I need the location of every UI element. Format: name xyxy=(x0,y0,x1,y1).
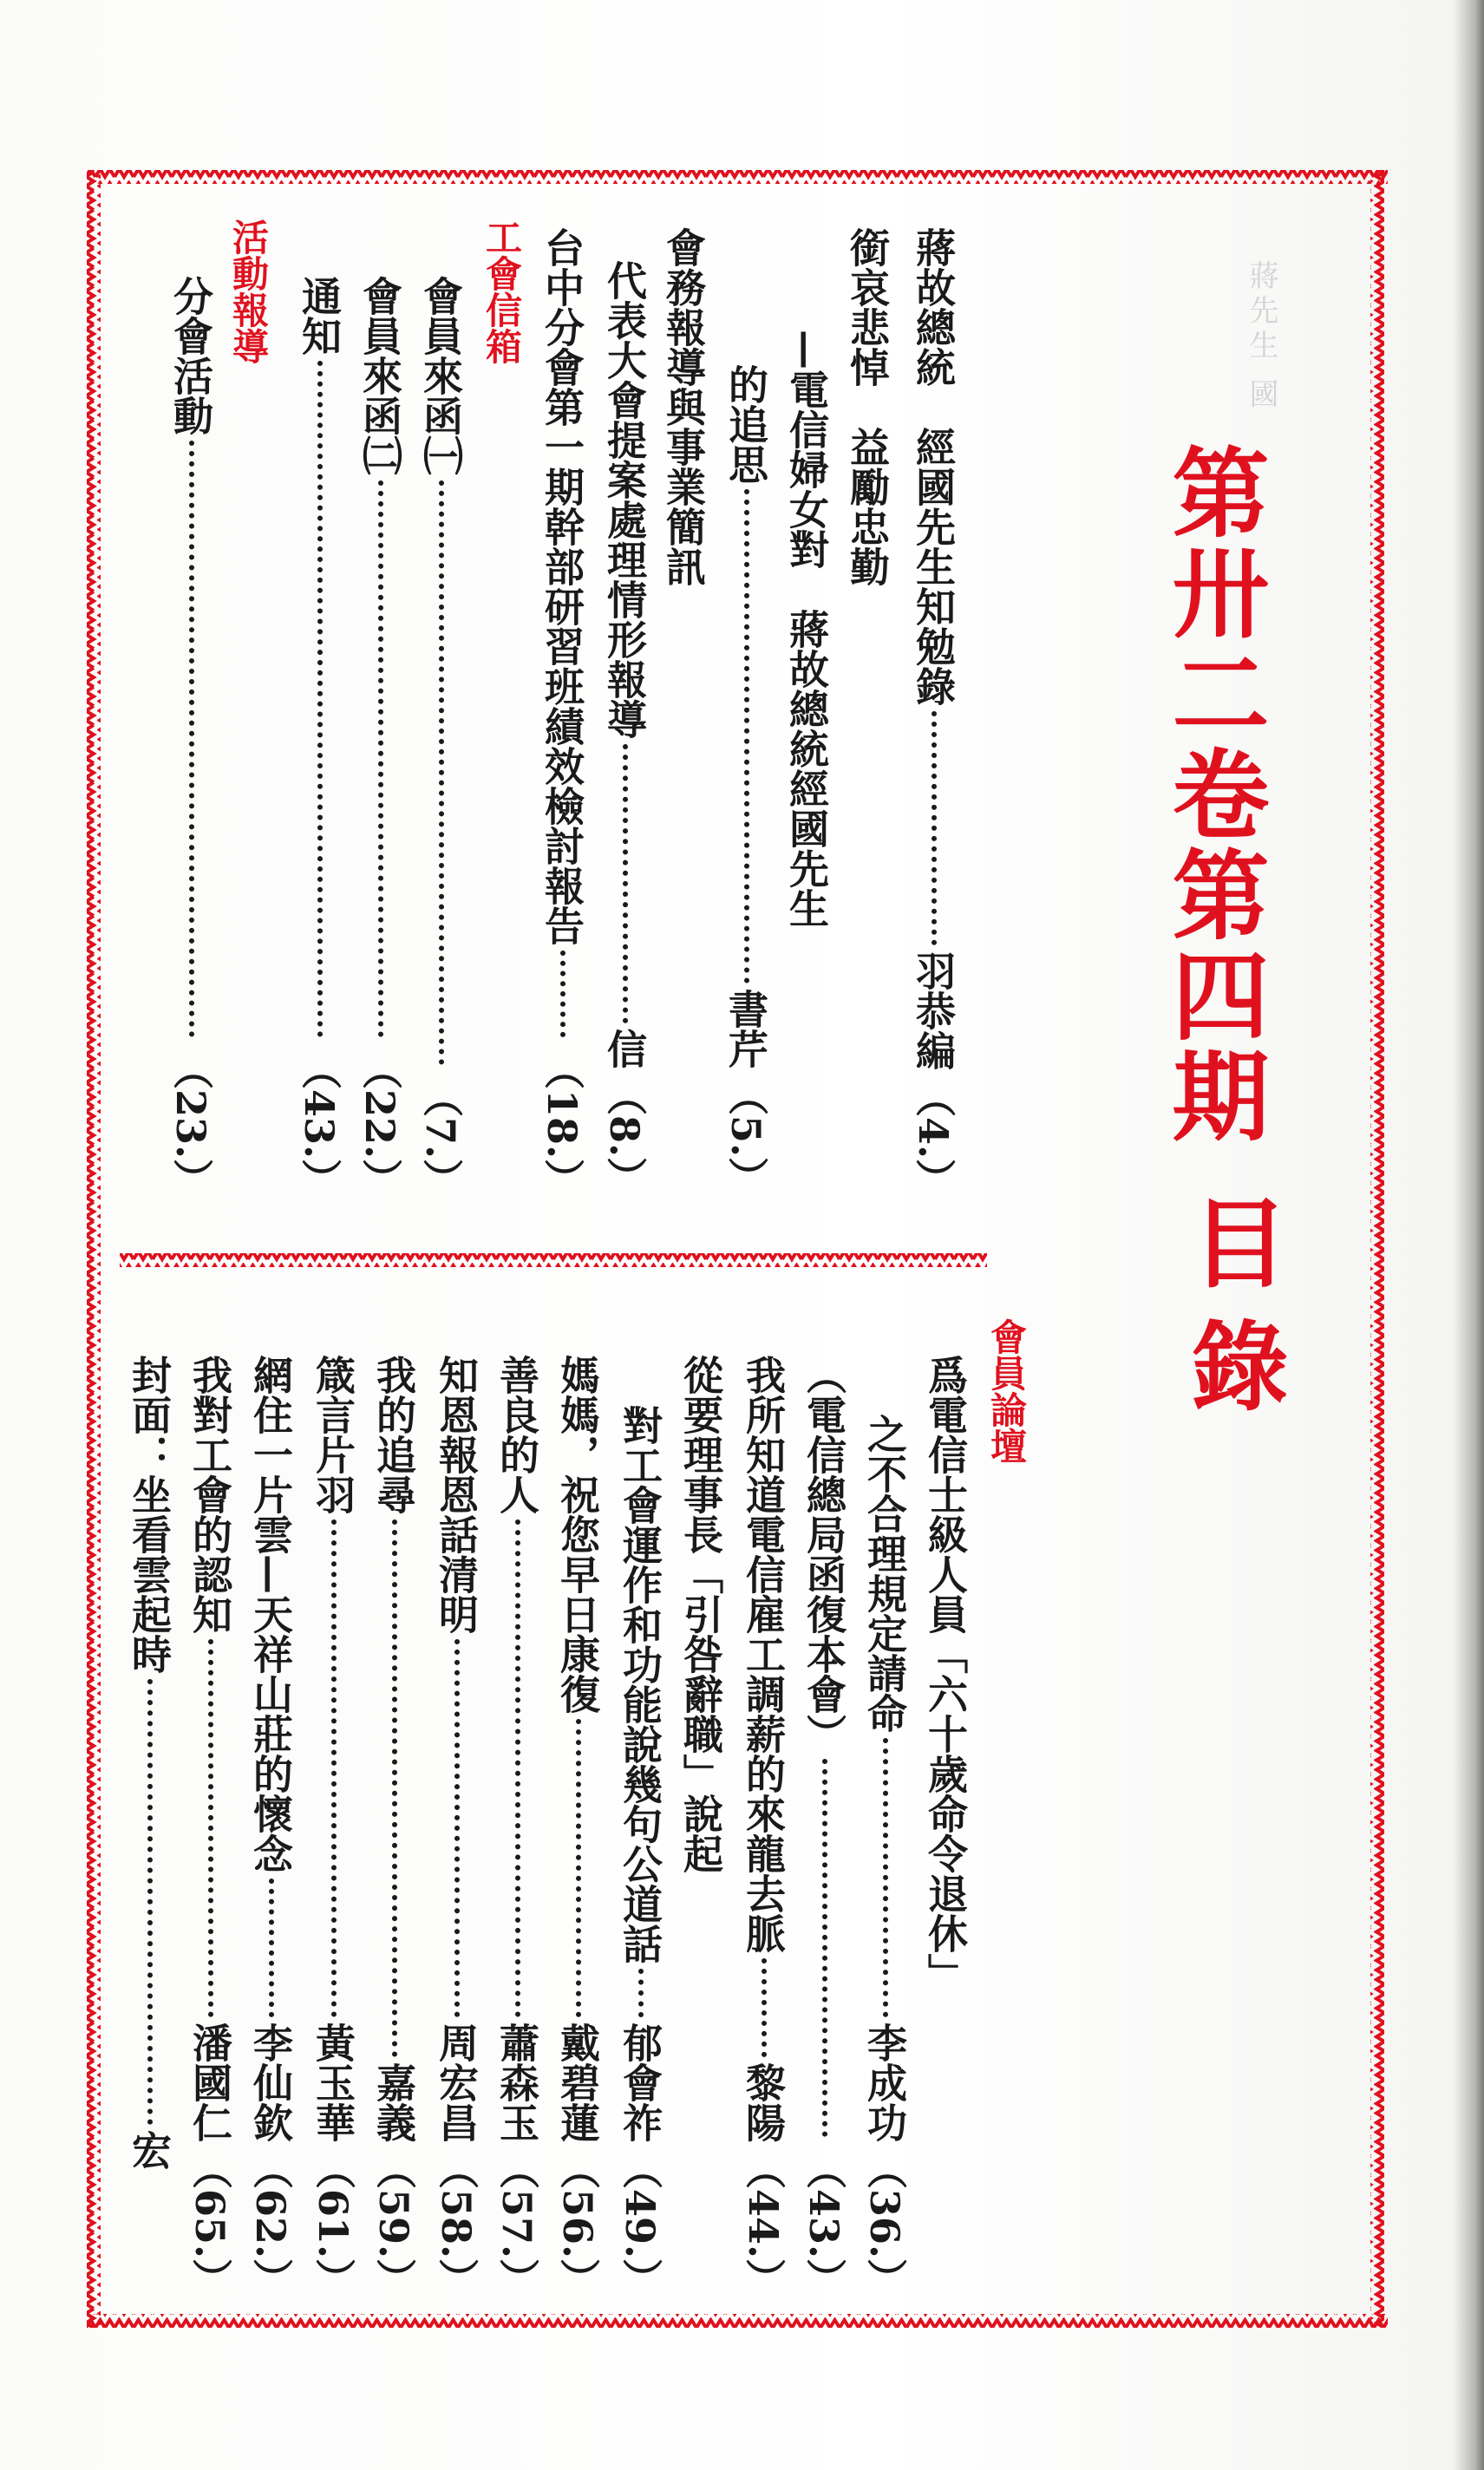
dot-leader xyxy=(859,1738,888,2017)
dot-leader xyxy=(536,951,565,1037)
entry-author: 黃玉華 xyxy=(310,2022,356,2142)
dot-leader xyxy=(184,1639,213,2017)
entry-title: 知恩報恩話清明 xyxy=(433,1355,480,1634)
entry-page: （8.） xyxy=(601,1075,648,1197)
toc-entry[interactable] xyxy=(552,1355,604,2298)
dot-leader xyxy=(430,1639,460,2017)
toc-entry[interactable] xyxy=(123,1355,175,2170)
dot-leader xyxy=(798,1759,827,2137)
section-union-news: 工會信箱 xyxy=(481,219,523,364)
contents-heading: 目錄 xyxy=(1175,1193,1289,1439)
entry-author: 宏 xyxy=(126,2130,173,2170)
dot-leader xyxy=(737,1958,767,2057)
entry-page: （23.） xyxy=(167,1049,214,1199)
entry-title: 分會活動 xyxy=(167,276,214,435)
dot-leader xyxy=(293,361,323,1037)
entry-page: （43.） xyxy=(296,1049,343,1199)
toc-entry[interactable] xyxy=(430,1355,482,2298)
entry-title: 封面：坐看雲起時 xyxy=(126,1355,173,1674)
entry-title: 蔣故總統 經國先生知勉錄 xyxy=(910,227,957,706)
entry-title: 會員來函㈡ xyxy=(356,276,403,475)
entry-author: 書芹 xyxy=(722,988,769,1068)
entry-title: 台中分會第一期幹部研習班績效檢討報告 xyxy=(539,227,585,945)
dot-leader xyxy=(552,1719,581,2017)
entry-page: （22.） xyxy=(356,1049,403,1199)
toc-entry[interactable] xyxy=(859,1414,911,2298)
entry-author: 黎陽 xyxy=(740,2062,787,2142)
entry-page: （61.） xyxy=(310,2148,356,2298)
volume-issue-title: 第卅二卷第四期 xyxy=(1156,442,1270,1147)
entry-author: 戴碧蓮 xyxy=(554,2022,601,2142)
entry-title: 我對工會的認知 xyxy=(186,1355,233,1634)
dot-leader xyxy=(245,1879,274,2017)
entry-title: 的追思 xyxy=(722,364,769,484)
entry-author: 周宏昌 xyxy=(433,2022,480,2142)
toc-entry[interactable] xyxy=(245,1355,297,2298)
bleed-through-text: 蔣先生 國 xyxy=(1244,260,1278,414)
toc-entry[interactable] xyxy=(368,1355,420,2298)
entry-author: 李成功 xyxy=(861,2022,908,2142)
toc-entry[interactable] xyxy=(598,260,650,1197)
toc-entry[interactable] xyxy=(536,227,588,1199)
frame-right-border xyxy=(1370,170,1384,2328)
divider-border xyxy=(120,1253,987,1267)
toc-entry[interactable] xyxy=(614,1405,666,2298)
entry-page: （56.） xyxy=(554,2148,601,2298)
toc-entry[interactable] xyxy=(354,276,406,1199)
toc-entry[interactable] xyxy=(307,1355,359,2298)
dot-leader xyxy=(368,1519,397,2057)
entry-author: 潘國仁 xyxy=(186,2022,233,2142)
toc-entry[interactable] xyxy=(798,1355,850,2298)
entry-page: （36.） xyxy=(861,2148,908,2298)
entry-title: 通知 xyxy=(296,276,343,356)
toc-line[interactable]: 爲電信士級人員「六十歲命令退休」 xyxy=(922,1355,969,1993)
entry-title: 網住一片雲—天祥山莊的懷念 xyxy=(247,1355,294,1873)
dot-leader xyxy=(491,1519,520,2017)
entry-page: （4.） xyxy=(910,1076,957,1199)
entry-title: 之不合理規定請命 xyxy=(861,1414,908,1733)
dot-leader xyxy=(165,441,194,1037)
entry-page: （59.） xyxy=(370,2148,417,2298)
entry-author: 嘉義 xyxy=(370,2062,417,2142)
toc-line[interactable]: 銜哀悲悼 益勵忠勤 xyxy=(844,227,891,586)
entry-page: （18.） xyxy=(539,1049,585,1199)
entry-author: 信 xyxy=(601,1028,648,1068)
entry-page: （7.） xyxy=(417,1076,464,1199)
dot-leader xyxy=(720,489,749,983)
entry-page: （57.） xyxy=(494,2148,540,2298)
entry-title: （電信總局函復本會） xyxy=(801,1355,847,1754)
entry-title: 我所知道電信雇工調薪的來龍去脈 xyxy=(740,1355,787,1953)
entry-page: （58.） xyxy=(433,2148,480,2298)
entry-page: （43.） xyxy=(801,2148,847,2298)
entry-page: （62.） xyxy=(247,2148,294,2298)
dot-leader xyxy=(598,744,628,1023)
entry-page: （65.） xyxy=(186,2148,233,2298)
toc-entry[interactable] xyxy=(415,276,467,1199)
toc-entry[interactable] xyxy=(293,276,345,1199)
toc-entry[interactable] xyxy=(184,1355,236,2298)
entry-author: 蕭森玉 xyxy=(494,2022,540,2142)
entry-author: 郁會祚 xyxy=(617,2022,664,2142)
dot-leader xyxy=(614,1969,644,2017)
toc-line[interactable]: 從要理事長「引咎辭職」說起 xyxy=(677,1355,724,1873)
toc-entry[interactable] xyxy=(491,1355,543,2298)
frame-left-border xyxy=(87,170,101,2328)
toc-entry[interactable] xyxy=(907,227,959,1199)
section-activity-report: 活動報導 xyxy=(227,219,270,364)
frame-top-border xyxy=(87,170,1388,184)
entry-page: （5.） xyxy=(722,1075,769,1197)
entry-page: （44.） xyxy=(740,2148,787,2298)
dot-leader xyxy=(123,1679,153,2125)
entry-title: 箴言片羽 xyxy=(310,1355,356,1514)
entry-title: 媽媽，祝您早日康復 xyxy=(554,1355,601,1714)
dot-leader xyxy=(307,1519,337,2017)
toc-entry[interactable] xyxy=(165,276,217,1199)
entry-title: 代表大會提案處理情形報導 xyxy=(601,260,648,739)
toc-entry[interactable] xyxy=(737,1355,789,2298)
entry-title: 我的追尋 xyxy=(370,1355,417,1514)
entry-title: 對工會運作和功能說幾句公道話 xyxy=(617,1405,664,1964)
entry-title: 會員來函㈠ xyxy=(417,276,464,475)
entry-page: （49.） xyxy=(617,2148,664,2298)
section-member-forum: 會員論壇 xyxy=(985,1318,1028,1464)
toc-line[interactable]: 會務報導與事業簡訊 xyxy=(660,227,707,586)
entry-author: 李仙欽 xyxy=(247,2022,294,2142)
toc-entry[interactable] xyxy=(720,364,772,1197)
dot-leader xyxy=(907,711,937,945)
entry-title: 善良的人 xyxy=(494,1355,540,1514)
entry-author: 羽恭編 xyxy=(910,950,957,1070)
toc-line[interactable]: —電信婦女對 蔣故總統經國先生 xyxy=(783,330,830,928)
frame-bottom-border xyxy=(87,2314,1388,2328)
dot-leader xyxy=(415,480,444,1065)
dot-leader xyxy=(354,480,383,1037)
